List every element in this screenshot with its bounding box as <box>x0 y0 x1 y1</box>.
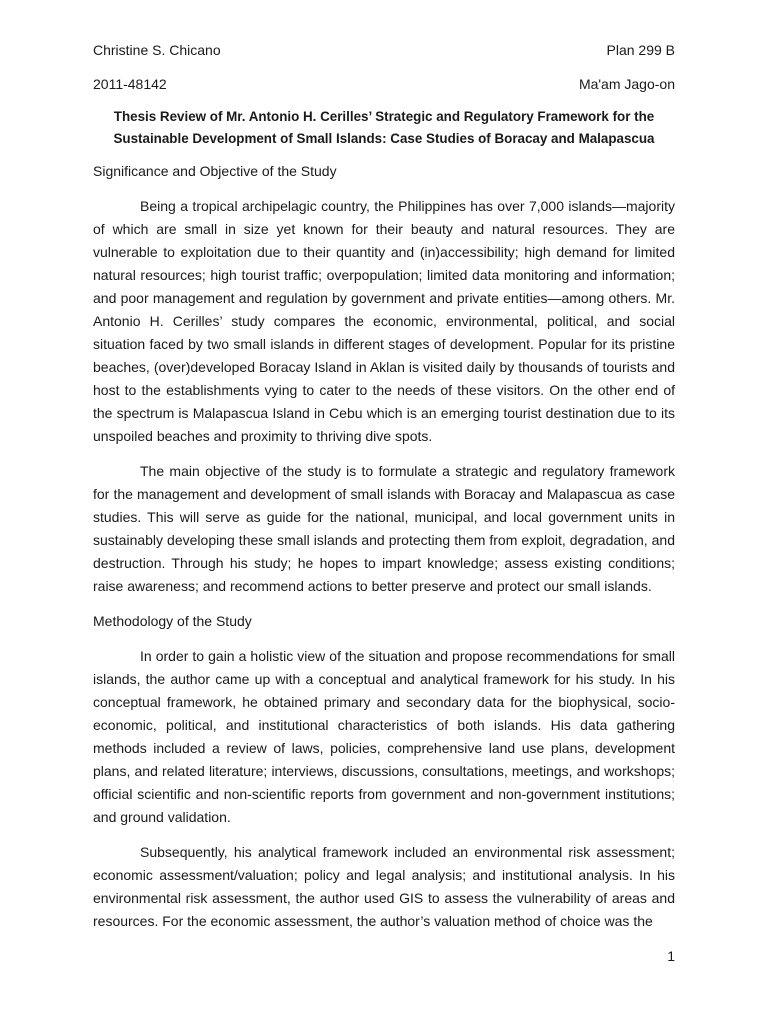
instructor-name: Ma'am Jago-on <box>578 76 675 92</box>
section-heading-methodology: Methodology of the Study <box>93 613 252 629</box>
document-body <box>93 160 675 945</box>
course-code: Plan 299 B <box>606 42 675 58</box>
section-heading-significance: Significance and Objective of the Study <box>93 163 337 179</box>
page-number: 1 <box>667 948 675 964</box>
author-name: Christine S. Chicano <box>93 42 221 58</box>
paragraph: Subsequently, his analytical framework included an environmental risk assessment; economic assessment/valuation; policy and legal analysis; and institutional analysis. In his environmental risk assessment, the author used GIS to assess the vulnerability of areas and resources. For the economic assessment, the author’s valuation method of choice was the <box>93 844 675 929</box>
paragraph: Being a tropical archipelagic country, the Philippines has over 7,000 islands—majority of which are small in size yet known for their beauty and natural resources. They are vulnerable to exploitation due to their quantity and (in)accessibility; high demand for limited natural resources; high tourist traffic; overpopulation; limited data monitoring and information; and poor management and regulation by government and private entities—among others. Mr. Antonio H. Cerilles’ study compares the economic, environmental, political, and social situation faced by two small islands in different stages of development. Popular for its pristine beaches, (over)developed Boracay Island in Aklan is visited daily by thousands of tourists and host to the establishments vying to cater to the needs of these visitors. On the other end of the spectrum is Malapascua Island in Cebu which is an emerging tourist destination due to its unspoiled beaches and proximity to thriving dive spots. <box>93 198 675 444</box>
paragraph: The main objective of the study is to formulate a strategic and regulatory framework for the management and development of small islands with Boracay and Malapascua as case studies. This will serve as guide for the national, municipal, and local government units in sustainably developing these small islands and protecting them from exploit, degradation, and destruction. Through his study; he hopes to impart knowledge; assess existing conditions; raise awareness; and recommend actions to better preserve and protect our small islands. <box>93 463 675 594</box>
student-id: 2011-48142 <box>93 76 167 92</box>
document-title: Thesis Review of Mr. Antonio H. Cerilles’ Strategic and Regulatory Framework for the Sustainable Development of Small Islands: Case Studies of Boracay and Malapascua <box>113 109 655 146</box>
paragraph: In order to gain a holistic view of the situation and propose recommendations for small islands, the author came up with a conceptual and analytical framework for his study. In his conceptual framework, he obtained primary and secondary data for the biophysical, socio-economic, political, and institutional characteristics of both islands. His data gathering methods included a review of laws, policies, comprehensive land use plans, development plans, and related literature; interviews, discussions, consultations, meetings, and workshops; official scientific and non-scientific reports from government and non-government institutions; and ground validation. <box>93 648 675 825</box>
